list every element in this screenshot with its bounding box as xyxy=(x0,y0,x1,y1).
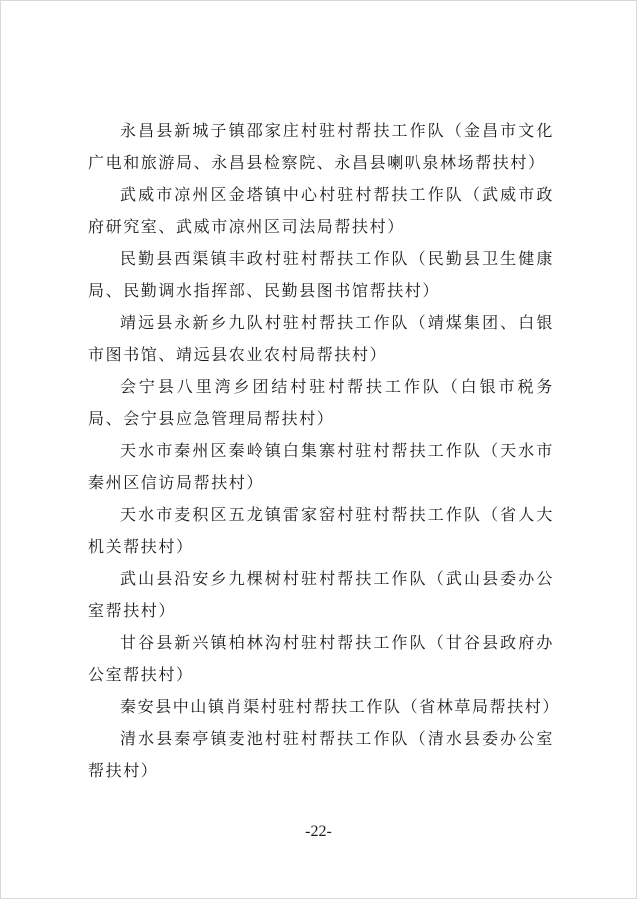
list-item: 武山县沿安乡九棵树村驻村帮扶工作队（武山县委办公室帮扶村） xyxy=(88,569,554,620)
list-item: 清水县秦亭镇麦池村驻村帮扶工作队（清水县委办公室帮扶村） xyxy=(88,729,554,780)
list-item: 永昌县新城子镇邵家庄村驻村帮扶工作队（金昌市文化广电和旅游局、永昌县检察院、永昌县喇叭泉林场帮扶村） xyxy=(88,121,554,172)
page-number: -22- xyxy=(305,823,332,840)
list-item: 武威市凉州区金塔镇中心村驻村帮扶工作队（武威市政府研究室、武威市凉州区司法局帮扶村） xyxy=(88,185,554,236)
list-item: 秦安县中山镇肖渠村驻村帮扶工作队（省林草局帮扶村） xyxy=(120,697,561,716)
list-item: 靖远县永新乡九队村驻村帮扶工作队（靖煤集团、白银市图书馆、靖远县农业农村局帮扶村） xyxy=(88,313,554,364)
list-item: 甘谷县新兴镇柏林沟村驻村帮扶工作队（甘谷县政府办公室帮扶村） xyxy=(88,633,554,684)
list-item: 天水市麦积区五龙镇雷家窑村驻村帮扶工作队（省人大机关帮扶村） xyxy=(88,505,554,556)
list-item: 天水市秦州区秦岭镇白集寨村驻村帮扶工作队（天水市秦州区信访局帮扶村） xyxy=(88,441,554,492)
entry-list xyxy=(88,115,561,787)
list-item: 民勤县西渠镇丰政村驻村帮扶工作队（民勤县卫生健康局、民勤调水指挥部、民勤县图书馆帮扶村） xyxy=(88,249,554,300)
list-item: 会宁县八里湾乡团结村驻村帮扶工作队（白银市税务局、会宁县应急管理局帮扶村） xyxy=(88,377,554,428)
